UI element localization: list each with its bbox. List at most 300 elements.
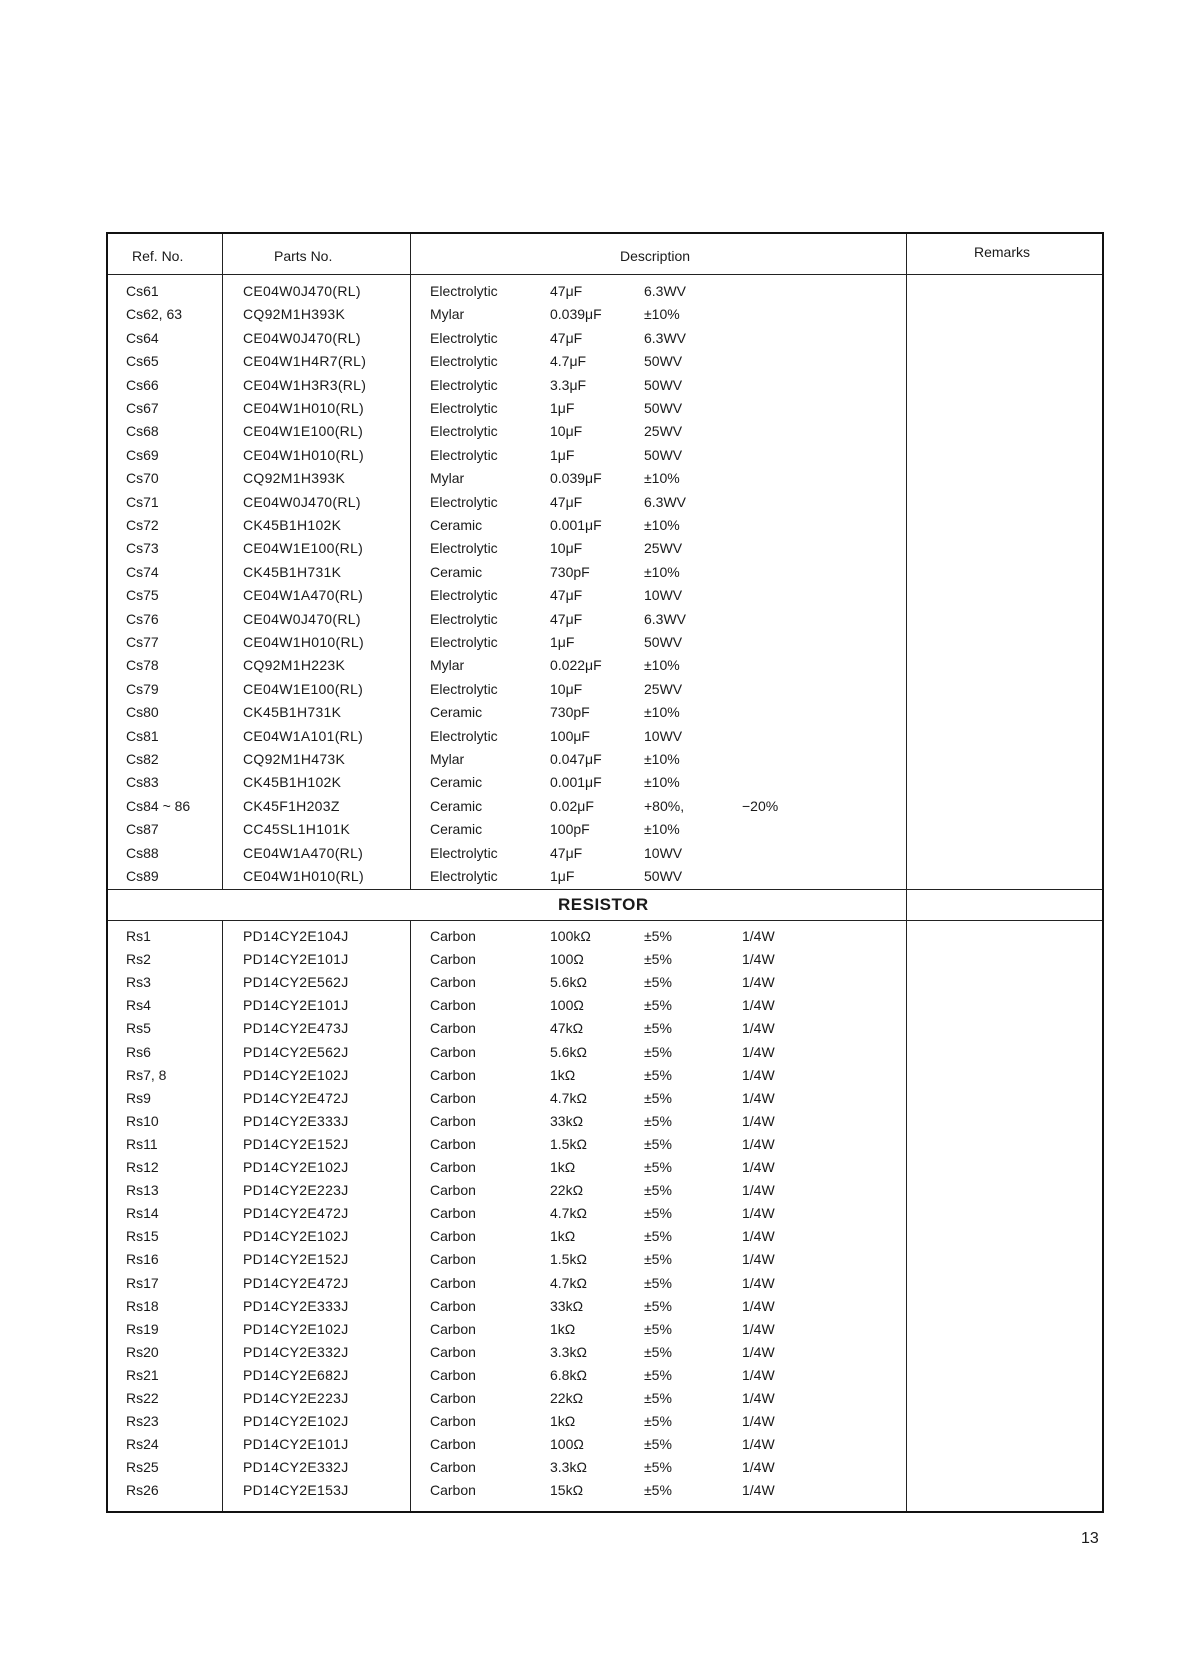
value-cell: 0.022μF <box>550 657 602 674</box>
value-cell: 33kΩ <box>550 1297 584 1314</box>
parts-list-table <box>106 232 1104 1513</box>
rating-cell: ±5% <box>644 1020 672 1037</box>
header-remarks: Remarks <box>974 244 1031 260</box>
header-parts-no: Parts No. <box>274 248 333 264</box>
type-cell: Carbon <box>430 1135 476 1152</box>
part-number-cell: CE04W1H010(RL) <box>243 634 364 650</box>
type-cell: Carbon <box>430 1320 476 1337</box>
part-number-cell: PD14CY2E223J <box>243 1182 349 1199</box>
rating-cell: 50WV <box>644 353 683 370</box>
rating-cell: 25WV <box>644 680 683 697</box>
value-cell: 47μF <box>550 587 583 604</box>
table-row <box>108 350 1102 373</box>
ref-cell: Cs66 <box>126 376 159 393</box>
table-row <box>108 374 1102 397</box>
value-cell: 1kΩ <box>550 1320 576 1337</box>
value-cell: 100pF <box>550 821 590 838</box>
table-row <box>108 1456 1102 1479</box>
value-cell: 100Ω <box>550 951 584 968</box>
table-row <box>108 925 1102 948</box>
rating-extra-cell: 1/4W <box>742 1066 775 1083</box>
table-row <box>108 842 1102 865</box>
type-cell: Carbon <box>430 1182 476 1199</box>
ref-cell: Cs75 <box>126 587 159 604</box>
type-cell: Electrolytic <box>430 540 498 557</box>
ref-cell: Cs76 <box>126 610 159 627</box>
rating-extra-cell: 1/4W <box>742 1159 775 1175</box>
rating-extra-cell: 1/4W <box>742 951 775 968</box>
type-cell: Electrolytic <box>430 610 498 627</box>
rating-cell: 6.3WV <box>644 283 687 299</box>
ref-cell: Cs74 <box>126 563 159 580</box>
rating-extra-cell: 1/4W <box>742 1112 775 1129</box>
type-cell: Ceramic <box>430 797 483 814</box>
rating-cell: 50WV <box>644 868 683 884</box>
rating-cell: ±5% <box>644 928 672 944</box>
type-cell: Electrolytic <box>430 493 498 510</box>
type-cell: Ceramic <box>430 563 483 580</box>
table-row <box>108 1179 1102 1202</box>
type-cell: Carbon <box>430 1089 476 1106</box>
table-row <box>108 537 1102 560</box>
rating-cell: ±5% <box>644 1297 672 1314</box>
table-row <box>108 818 1102 841</box>
part-number-cell: PD14CY2E101J <box>243 951 349 968</box>
type-cell: Carbon <box>430 1159 476 1175</box>
rating-cell: ±5% <box>644 1274 672 1291</box>
type-cell: Carbon <box>430 974 476 991</box>
value-cell: 10μF <box>550 680 583 697</box>
table-row <box>108 1318 1102 1341</box>
table-row <box>108 994 1102 1017</box>
rating-cell: ±10% <box>644 470 680 487</box>
value-cell: 33kΩ <box>550 1112 584 1129</box>
rating-extra-cell: 1/4W <box>742 1182 775 1199</box>
table-row <box>108 1410 1102 1433</box>
rating-extra-cell: 1/4W <box>742 1459 775 1476</box>
rating-cell: ±5% <box>644 1112 672 1129</box>
part-number-cell: PD14CY2E101J <box>243 997 349 1014</box>
rating-cell: ±5% <box>644 974 672 991</box>
part-number-cell: CE04W1H010(RL) <box>243 868 364 884</box>
rating-extra-cell: 1/4W <box>742 1251 775 1268</box>
rating-extra-cell: 1/4W <box>742 1413 775 1430</box>
rating-extra-cell: 1/4W <box>742 997 775 1014</box>
value-cell: 4.7kΩ <box>550 1089 587 1106</box>
rating-cell: 50WV <box>644 376 683 393</box>
table-row <box>108 971 1102 994</box>
rating-cell: ±5% <box>644 1066 672 1083</box>
type-cell: Mylar <box>430 751 465 767</box>
value-cell: 1kΩ <box>550 1066 576 1083</box>
table-row <box>108 865 1102 888</box>
table-row <box>108 948 1102 971</box>
value-cell: 1.5kΩ <box>550 1251 587 1268</box>
table-row <box>108 795 1102 818</box>
ref-cell: Cs65 <box>126 353 159 370</box>
rating-extra-cell: 1/4W <box>742 1436 775 1453</box>
value-cell: 100Ω <box>550 1436 584 1453</box>
part-number-cell: CE04W1A470(RL) <box>243 587 364 604</box>
value-cell: 6.8kΩ <box>550 1366 587 1383</box>
part-number-cell: PD14CY2E472J <box>243 1205 349 1222</box>
table-row <box>108 654 1102 677</box>
part-number-cell: PD14CY2E102J <box>243 1228 349 1245</box>
table-row <box>108 1225 1102 1248</box>
value-cell: 0.039μF <box>550 470 602 487</box>
section-divider-bottom <box>108 920 1102 921</box>
ref-cell: Rs7, 8 <box>126 1066 167 1083</box>
ref-cell: Rs11 <box>126 1135 158 1152</box>
type-cell: Carbon <box>430 1251 476 1268</box>
type-cell: Electrolytic <box>430 680 498 697</box>
ref-cell: Rs9 <box>126 1089 151 1106</box>
part-number-cell: PD14CY2E101J <box>243 1436 349 1453</box>
rating-cell: ±10% <box>644 821 680 838</box>
header-divider <box>108 274 1102 275</box>
value-cell: 730pF <box>550 563 590 580</box>
value-cell: 15kΩ <box>550 1482 584 1499</box>
part-number-cell: PD14CY2E472J <box>243 1274 349 1291</box>
table-row <box>108 514 1102 537</box>
type-cell: Electrolytic <box>430 400 498 416</box>
rating-cell: 10WV <box>644 727 683 744</box>
table-row <box>108 584 1102 607</box>
ref-cell: Rs2 <box>126 951 151 968</box>
rating-cell: ±5% <box>644 1343 672 1360</box>
type-cell: Ceramic <box>430 774 483 791</box>
part-number-cell: CE04W1E100(RL) <box>243 540 364 557</box>
value-cell: 47μF <box>550 329 583 346</box>
ref-cell: Cs71 <box>126 493 159 510</box>
part-number-cell: PD14CY2E152J <box>243 1135 349 1152</box>
rating-extra-cell: 1/4W <box>742 1482 775 1499</box>
header-ref-no: Ref. No. <box>132 248 184 264</box>
value-cell: 47μF <box>550 844 583 861</box>
ref-cell: Rs19 <box>126 1320 159 1337</box>
rating-cell: 50WV <box>644 446 683 463</box>
part-number-cell: CK45B1H102K <box>243 774 342 791</box>
part-number-cell: PD14CY2E102J <box>243 1066 349 1083</box>
part-number-cell: CE04W1H010(RL) <box>243 446 364 463</box>
part-number-cell: CQ92M1H223K <box>243 657 346 674</box>
table-row <box>108 303 1102 326</box>
rating-cell: 50WV <box>644 634 683 650</box>
type-cell: Ceramic <box>430 517 483 533</box>
ref-cell: Cs68 <box>126 423 159 440</box>
ref-cell: Rs4 <box>126 997 151 1014</box>
part-number-cell: CE04W1A470(RL) <box>243 844 364 861</box>
table-row <box>108 1433 1102 1456</box>
type-cell: Carbon <box>430 1297 476 1314</box>
rating-cell: 25WV <box>644 540 683 557</box>
ref-cell: Cs79 <box>126 680 159 697</box>
value-cell: 3.3kΩ <box>550 1343 587 1360</box>
table-row <box>108 631 1102 654</box>
type-cell: Carbon <box>430 1205 476 1222</box>
rating-cell: ±5% <box>644 1251 672 1268</box>
ref-cell: Cs70 <box>126 470 159 487</box>
value-cell: 0.001μF <box>550 517 602 533</box>
table-row <box>108 1041 1102 1064</box>
type-cell: Electrolytic <box>430 376 498 393</box>
ref-cell: Rs22 <box>126 1390 159 1406</box>
rating-extra-cell: 1/4W <box>742 1135 775 1152</box>
table-row <box>108 725 1102 748</box>
table-row <box>108 1133 1102 1156</box>
part-number-cell: CE04W1E100(RL) <box>243 423 364 440</box>
rating-cell: ±5% <box>644 951 672 968</box>
value-cell: 4.7μF <box>550 353 587 370</box>
type-cell: Carbon <box>430 1228 476 1245</box>
table-row <box>108 1017 1102 1040</box>
part-number-cell: PD14CY2E153J <box>243 1482 349 1499</box>
ref-cell: Rs23 <box>126 1413 159 1430</box>
type-cell: Carbon <box>430 1413 476 1430</box>
ref-cell: Cs64 <box>126 329 159 346</box>
table-row <box>108 1479 1102 1502</box>
type-cell: Electrolytic <box>430 868 498 884</box>
type-cell: Carbon <box>430 951 476 968</box>
value-cell: 5.6kΩ <box>550 1043 587 1060</box>
type-cell: Electrolytic <box>430 353 498 370</box>
table-row <box>108 1295 1102 1318</box>
table-row <box>108 467 1102 490</box>
type-cell: Carbon <box>430 1274 476 1291</box>
value-cell: 730pF <box>550 704 590 721</box>
rating-extra-cell: 1/4W <box>742 1020 775 1037</box>
rating-extra-cell: 1/4W <box>742 1390 775 1406</box>
part-number-cell: CE04W1H010(RL) <box>243 400 364 416</box>
value-cell: 4.7kΩ <box>550 1205 587 1222</box>
rating-extra-cell: 1/4W <box>742 974 775 991</box>
rating-cell: +80%, <box>644 797 685 814</box>
value-cell: 47μF <box>550 610 583 627</box>
part-number-cell: PD14CY2E332J <box>243 1343 349 1360</box>
part-number-cell: PD14CY2E682J <box>243 1366 349 1383</box>
rating-cell: ±10% <box>644 517 680 533</box>
table-row <box>108 701 1102 724</box>
value-cell: 1.5kΩ <box>550 1135 587 1152</box>
part-number-cell: CE04W1H4R7(RL) <box>243 353 367 370</box>
value-cell: 100μF <box>550 727 590 744</box>
type-cell: Carbon <box>430 1366 476 1383</box>
rating-cell: ±10% <box>644 704 680 721</box>
rating-cell: ±5% <box>644 1482 672 1499</box>
value-cell: 22kΩ <box>550 1390 584 1406</box>
part-number-cell: PD14CY2E102J <box>243 1413 349 1430</box>
type-cell: Carbon <box>430 1482 476 1499</box>
rating-cell: 6.3WV <box>644 493 687 510</box>
rating-cell: ±5% <box>644 1205 672 1222</box>
part-number-cell: PD14CY2E102J <box>243 1159 349 1175</box>
rating-cell: 6.3WV <box>644 610 687 627</box>
table-row <box>108 1156 1102 1179</box>
type-cell: Carbon <box>430 1390 476 1406</box>
value-cell: 3.3μF <box>550 376 587 393</box>
value-cell: 4.7kΩ <box>550 1274 587 1291</box>
ref-cell: Rs17 <box>126 1274 159 1291</box>
value-cell: 0.039μF <box>550 306 602 323</box>
rating-cell: ±5% <box>644 1436 672 1453</box>
rating-cell: ±5% <box>644 1366 672 1383</box>
ref-cell: Cs73 <box>126 540 159 557</box>
section-band-mask <box>108 890 906 920</box>
ref-cell: Cs67 <box>126 400 159 416</box>
rating-cell: ±10% <box>644 306 680 323</box>
rating-cell: ±5% <box>644 1228 672 1245</box>
part-number-cell: PD14CY2E333J <box>243 1112 349 1129</box>
rating-cell: 25WV <box>644 423 683 440</box>
value-cell: 1μF <box>550 446 575 463</box>
value-cell: 0.047μF <box>550 751 602 767</box>
value-cell: 22kΩ <box>550 1182 584 1199</box>
rating-cell: 10WV <box>644 587 683 604</box>
ref-cell: Cs89 <box>126 868 159 884</box>
table-row <box>108 280 1102 303</box>
ref-cell: Cs87 <box>126 821 159 838</box>
part-number-cell: PD14CY2E562J <box>243 1043 349 1060</box>
type-cell: Carbon <box>430 1343 476 1360</box>
rating-cell: ±5% <box>644 1043 672 1060</box>
ref-cell: Rs18 <box>126 1297 159 1314</box>
ref-cell: Cs80 <box>126 704 159 721</box>
rating-extra-cell: 1/4W <box>742 1320 775 1337</box>
type-cell: Electrolytic <box>430 283 498 299</box>
value-cell: 47kΩ <box>550 1020 584 1037</box>
ref-cell: Rs3 <box>126 974 151 991</box>
type-cell: Ceramic <box>430 821 483 838</box>
rating-cell: ±5% <box>644 1182 672 1199</box>
ref-cell: Rs15 <box>126 1228 159 1245</box>
type-cell: Electrolytic <box>430 446 498 463</box>
rating-extra-cell: 1/4W <box>742 1274 775 1291</box>
type-cell: Ceramic <box>430 704 483 721</box>
rating-cell: ±5% <box>644 997 672 1014</box>
header-description: Description <box>620 248 691 264</box>
rating-cell: 6.3WV <box>644 329 687 346</box>
ref-cell: Cs69 <box>126 446 159 463</box>
table-row <box>108 1387 1102 1410</box>
rating-cell: ±5% <box>644 1459 672 1476</box>
ref-cell: Cs88 <box>126 844 159 861</box>
ref-cell: Rs12 <box>126 1159 159 1175</box>
table-row <box>108 1341 1102 1364</box>
ref-cell: Rs21 <box>126 1366 159 1383</box>
value-cell: 100kΩ <box>550 928 591 944</box>
value-cell: 1kΩ <box>550 1228 576 1245</box>
value-cell: 10μF <box>550 423 583 440</box>
part-number-cell: CK45B1H731K <box>243 563 342 580</box>
rating-extra-cell: 1/4W <box>742 1366 775 1383</box>
table-row <box>108 1272 1102 1295</box>
table-row <box>108 491 1102 514</box>
table-row <box>108 1087 1102 1110</box>
ref-cell: Rs13 <box>126 1182 159 1199</box>
part-number-cell: CE04W1E100(RL) <box>243 680 364 697</box>
table-row <box>108 420 1102 443</box>
part-number-cell: PD14CY2E332J <box>243 1459 349 1476</box>
table-row <box>108 1364 1102 1387</box>
part-number-cell: PD14CY2E562J <box>243 974 349 991</box>
rating-extra-cell: 1/4W <box>742 1297 775 1314</box>
type-cell: Electrolytic <box>430 844 498 861</box>
part-number-cell: CE04W1H3R3(RL) <box>243 376 367 393</box>
part-number-cell: PD14CY2E473J <box>243 1020 349 1037</box>
ref-cell: Cs82 <box>126 751 159 767</box>
table-row <box>108 327 1102 350</box>
ref-cell: Rs26 <box>126 1482 159 1499</box>
ref-cell: Cs83 <box>126 774 159 791</box>
type-cell: Carbon <box>430 928 476 944</box>
ref-cell: Rs24 <box>126 1436 159 1453</box>
table-row <box>108 748 1102 771</box>
type-cell: Electrolytic <box>430 727 498 744</box>
section-title-resistor: RESISTOR <box>558 895 649 914</box>
part-number-cell: PD14CY2E152J <box>243 1251 349 1268</box>
ref-cell: Cs81 <box>126 727 159 744</box>
ref-cell: Cs72 <box>126 517 159 533</box>
type-cell: Mylar <box>430 657 465 674</box>
table-row <box>108 1248 1102 1271</box>
rating-extra-cell: 1/4W <box>742 928 775 944</box>
rating-extra-cell: −20% <box>742 797 779 814</box>
type-cell: Carbon <box>430 1020 476 1037</box>
part-number-cell: CE04W0J470(RL) <box>243 493 361 510</box>
part-number-cell: CQ92M1H473K <box>243 751 346 767</box>
type-cell: Carbon <box>430 1066 476 1083</box>
table-row <box>108 608 1102 631</box>
value-cell: 100Ω <box>550 997 584 1014</box>
rating-cell: ±5% <box>644 1159 672 1175</box>
rating-extra-cell: 1/4W <box>742 1228 775 1245</box>
type-cell: Carbon <box>430 1043 476 1060</box>
value-cell: 1μF <box>550 400 575 416</box>
rating-extra-cell: 1/4W <box>742 1205 775 1222</box>
ref-cell: Cs77 <box>126 634 159 650</box>
ref-cell: Cs84 ~ 86 <box>126 797 191 814</box>
type-cell: Mylar <box>430 306 465 323</box>
ref-cell: Cs62, 63 <box>126 306 183 323</box>
table-row <box>108 771 1102 794</box>
ref-cell: Cs61 <box>126 283 159 299</box>
table-row <box>108 1110 1102 1133</box>
value-cell: 47μF <box>550 283 583 299</box>
ref-cell: Rs10 <box>126 1112 159 1129</box>
table-row <box>108 444 1102 467</box>
part-number-cell: CE04W0J470(RL) <box>243 283 361 299</box>
value-cell: 47μF <box>550 493 583 510</box>
part-number-cell: PD14CY2E102J <box>243 1320 349 1337</box>
part-number-cell: CK45B1H102K <box>243 517 342 533</box>
type-cell: Mylar <box>430 470 465 487</box>
part-number-cell: PD14CY2E333J <box>243 1297 349 1314</box>
part-number-cell: CK45F1H203Z <box>243 797 340 814</box>
rating-cell: ±5% <box>644 1135 672 1152</box>
table-row <box>108 1064 1102 1087</box>
ref-cell: Rs6 <box>126 1043 151 1060</box>
value-cell: 1kΩ <box>550 1159 576 1175</box>
rating-extra-cell: 1/4W <box>742 1043 775 1060</box>
value-cell: 1μF <box>550 868 575 884</box>
type-cell: Electrolytic <box>430 587 498 604</box>
rating-cell: ±10% <box>644 563 680 580</box>
part-number-cell: CQ92M1H393K <box>243 306 346 323</box>
rating-cell: ±5% <box>644 1320 672 1337</box>
type-cell: Carbon <box>430 997 476 1014</box>
rating-cell: ±5% <box>644 1413 672 1430</box>
ref-cell: Rs5 <box>126 1020 151 1037</box>
